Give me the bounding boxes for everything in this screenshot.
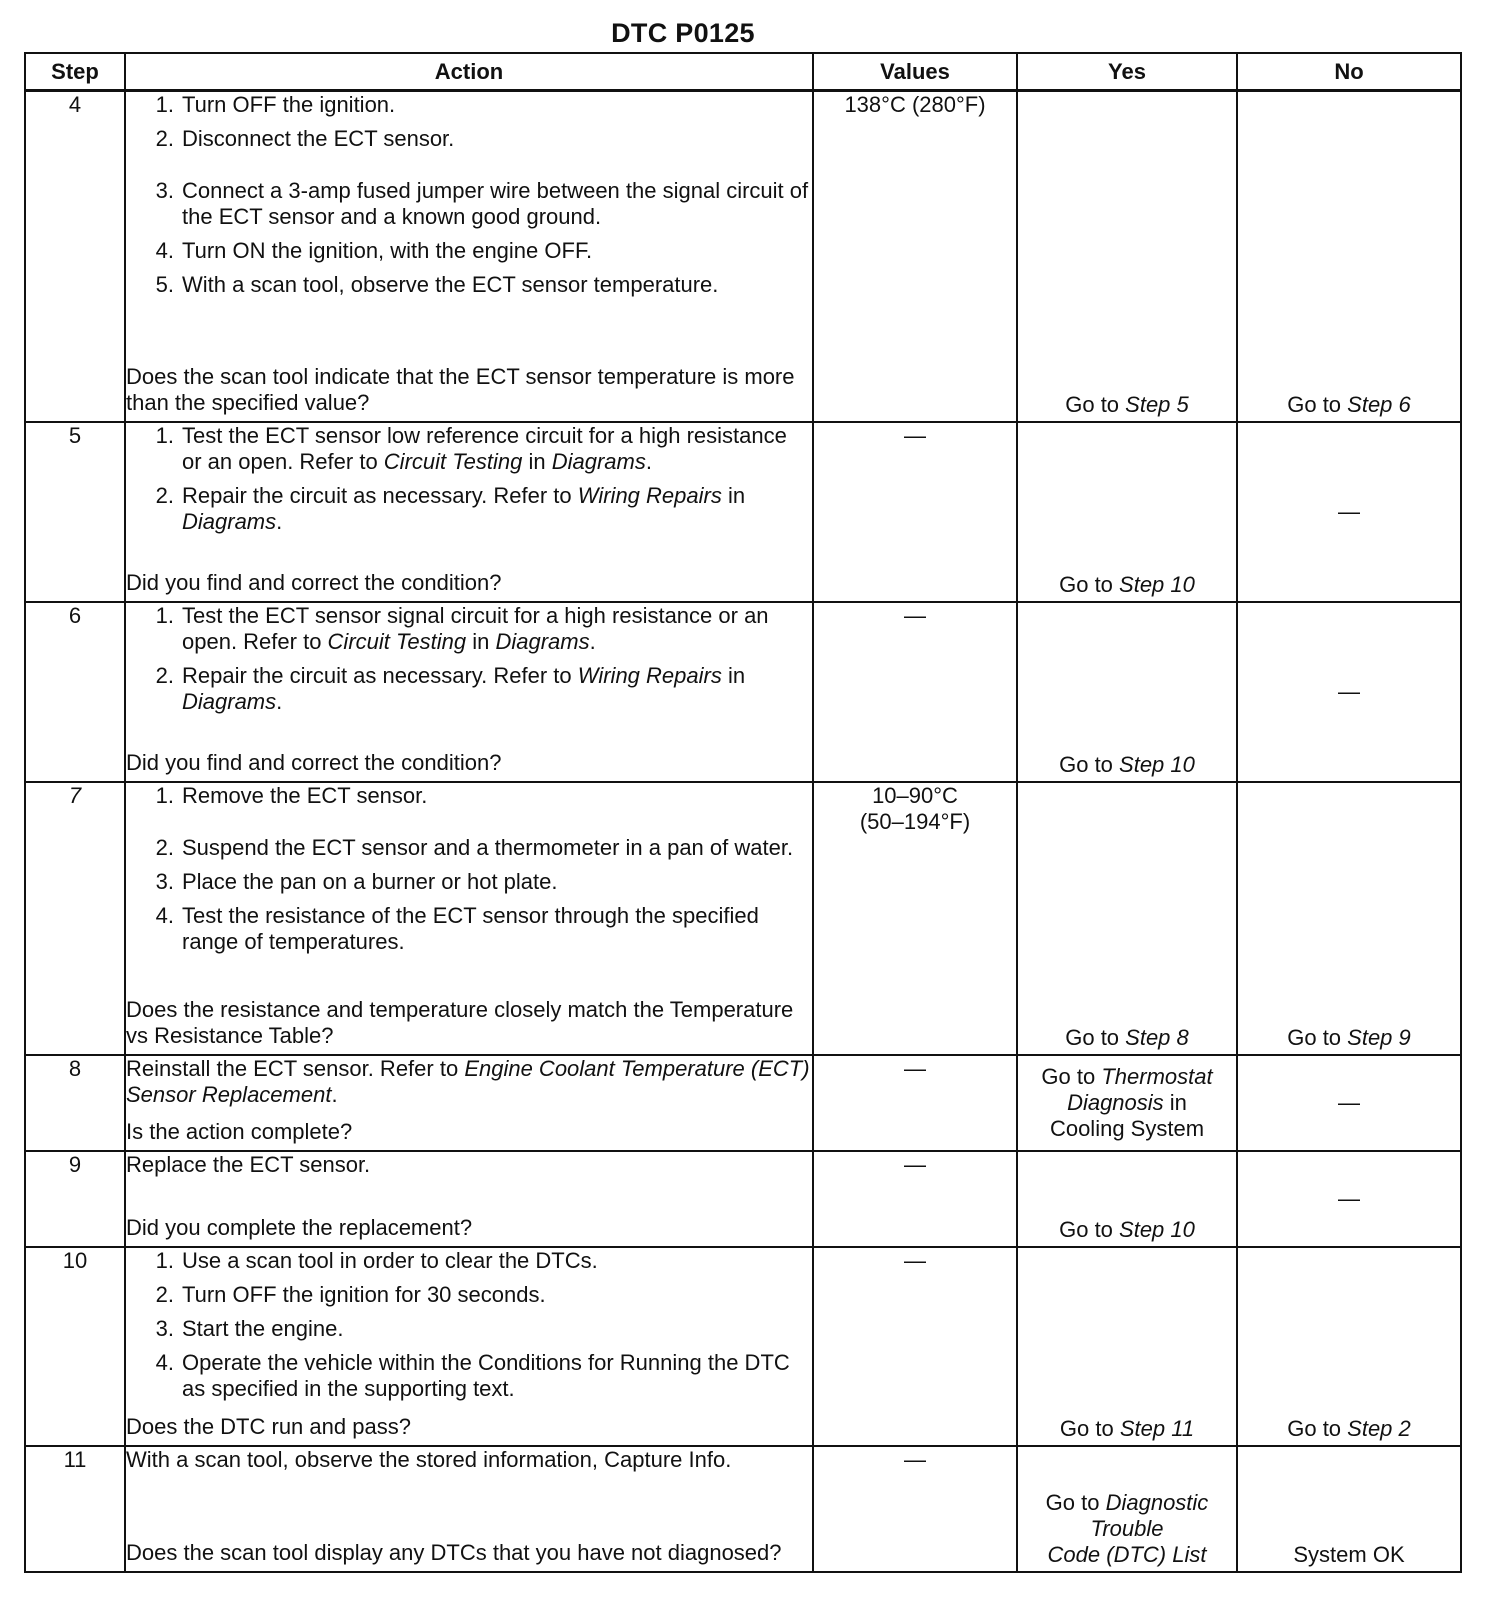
- value-cell: —: [813, 1151, 1017, 1247]
- list-item: 1. Test the ECT sensor signal circuit for a high resistance or an open. Refer to Circuit Testing in Diagrams.: [155, 602, 769, 654]
- list-item: 3. Start the engine.: [155, 1315, 344, 1341]
- header-yes: Yes: [1017, 53, 1237, 91]
- action-cell: [125, 91, 813, 422]
- action-cell: [125, 1446, 813, 1572]
- no-cell: [1237, 1247, 1461, 1446]
- question-text: Did you find and correct the condition?: [126, 569, 502, 595]
- page-title: DTC P0125: [611, 18, 755, 48]
- action-text: With a scan tool, observe the stored information, Capture Info.: [126, 1446, 732, 1472]
- question-text: Does the scan tool indicate that the ECT sensor temperature is more than the specified value?: [126, 364, 795, 415]
- list-item: 3. Connect a 3-amp fused jumper wire between the signal circuit of the ECT sensor and a known good ground.: [155, 178, 809, 229]
- question-text: Does the resistance and temperature closely match the Temperature vs Resistance Table?: [126, 996, 794, 1048]
- step-number: 5: [25, 422, 125, 602]
- list-item: 4. Turn ON the ignition, with the engine OFF.: [155, 238, 593, 263]
- action-list: [126, 783, 812, 955]
- table-row: [25, 422, 1461, 602]
- table-row: [25, 1055, 1461, 1151]
- yes-cell: [1017, 602, 1237, 782]
- step-number: 11: [25, 1446, 125, 1572]
- no-value: —: [1338, 1185, 1360, 1211]
- action-list: [126, 603, 812, 715]
- yes-link[interactable]: Go to Thermostat Diagnosis in Cooling System: [1041, 1063, 1213, 1141]
- list-item: 3. Place the pan on a burner or hot plate.: [155, 868, 558, 894]
- header-step: Step: [25, 53, 125, 91]
- no-cell: [1237, 782, 1461, 1055]
- list-item: 2. Turn OFF the ignition for 30 seconds.: [155, 1281, 546, 1307]
- header-values: Values: [813, 53, 1017, 91]
- no-link[interactable]: Go to Step 9: [1287, 1024, 1411, 1050]
- no-value: System OK: [1293, 1541, 1405, 1567]
- no-value: —: [1338, 678, 1360, 704]
- yes-cell: [1017, 782, 1237, 1055]
- value-cell: [813, 782, 1017, 1055]
- no-cell: [1237, 1446, 1461, 1572]
- value-line: 10–90°C: [872, 782, 958, 808]
- value-cell: —: [813, 1247, 1017, 1446]
- step-number: 4: [25, 91, 125, 422]
- list-item: 2. Repair the circuit as necessary. Refer to Wiring Repairs in Diagrams.: [155, 662, 746, 714]
- question-text: Is the action complete?: [126, 1118, 353, 1144]
- list-item: 1. Turn OFF the ignition.: [155, 92, 396, 117]
- question-text: Does the scan tool display any DTCs that you have not diagnosed?: [126, 1539, 782, 1565]
- no-cell: [1237, 1055, 1461, 1151]
- list-item: 4. Operate the vehicle within the Conditions for Running the DTC as specified in the supporting text.: [155, 1349, 790, 1401]
- list-item: 2. Suspend the ECT sensor and a thermometer in a pan of water.: [155, 834, 794, 860]
- step-number: 8: [25, 1055, 125, 1151]
- table-row: [25, 1446, 1461, 1572]
- yes-link[interactable]: Go to Step 11: [1059, 1415, 1195, 1441]
- value-cell: —: [813, 1055, 1017, 1151]
- header-action: Action: [125, 53, 813, 91]
- no-link[interactable]: Go to Step 2: [1287, 1415, 1411, 1441]
- step-number: 9: [25, 1151, 125, 1247]
- yes-link[interactable]: Go to Step 10: [1059, 1216, 1195, 1242]
- yes-cell: [1017, 1055, 1237, 1151]
- yes-link[interactable]: Go to Step 10: [1059, 571, 1195, 597]
- no-value: —: [1338, 1089, 1360, 1115]
- table-row: [25, 602, 1461, 782]
- table-row: [25, 1247, 1461, 1446]
- yes-cell: [1017, 1247, 1237, 1446]
- value-cell: 138°C (280°F): [813, 91, 1017, 422]
- yes-link[interactable]: Go to Diagnostic Trouble Code (DTC) List: [1045, 1489, 1209, 1567]
- list-item: 5. With a scan tool, observe the ECT sensor temperature.: [155, 272, 719, 297]
- yes-cell: [1017, 1151, 1237, 1247]
- action-text: Reinstall the ECT sensor. Refer to Engine Coolant Temperature (ECT) Sensor Replacement.: [126, 1055, 810, 1107]
- header-no: No: [1237, 53, 1461, 91]
- header-row: [25, 53, 1461, 91]
- table-row: [25, 91, 1461, 422]
- action-cell: [125, 422, 813, 602]
- list-item: 2. Repair the circuit as necessary. Refer to Wiring Repairs in Diagrams.: [155, 482, 746, 534]
- list-item: 1. Test the ECT sensor low reference circuit for a high resistance or an open. Refer to Circuit Testing in Diagrams.: [155, 422, 787, 474]
- table-row: [25, 1151, 1461, 1247]
- no-cell: [1237, 422, 1461, 602]
- list-item: 1. Remove the ECT sensor.: [155, 782, 428, 808]
- value-cell: —: [813, 602, 1017, 782]
- action-cell: [125, 782, 813, 1055]
- table-row: [25, 782, 1461, 1055]
- yes-cell: [1017, 91, 1237, 422]
- action-cell: [125, 1055, 813, 1151]
- no-cell: [1237, 1151, 1461, 1247]
- yes-cell: [1017, 1446, 1237, 1572]
- yes-link[interactable]: Go to Step 10: [1059, 751, 1195, 777]
- yes-link[interactable]: Go to Step 5: [1065, 391, 1189, 417]
- diagnostic-table: [24, 52, 1462, 1573]
- step-number: 7: [25, 782, 125, 1055]
- list-item: 2. Disconnect the ECT sensor.: [155, 126, 455, 151]
- question-text: Does the DTC run and pass?: [126, 1413, 411, 1439]
- action-cell: [125, 1247, 813, 1446]
- yes-cell: [1017, 422, 1237, 602]
- action-cell: [125, 602, 813, 782]
- yes-link[interactable]: Go to Step 8: [1065, 1024, 1189, 1050]
- question-text: Did you complete the replacement?: [126, 1214, 473, 1240]
- no-value: —: [1338, 498, 1360, 524]
- no-cell: [1237, 91, 1461, 422]
- action-list: [126, 423, 812, 535]
- list-item: 4. Test the resistance of the ECT sensor through the specified range of temperatures.: [155, 902, 759, 954]
- no-cell: [1237, 602, 1461, 782]
- value-line: (50–194°F): [859, 808, 971, 834]
- action-cell: [125, 1151, 813, 1247]
- value-cell: —: [813, 1446, 1017, 1572]
- action-text: Replace the ECT sensor.: [126, 1151, 371, 1177]
- step-number: 6: [25, 602, 125, 782]
- no-link[interactable]: Go to Step 6: [1287, 391, 1411, 417]
- action-list: [126, 92, 812, 298]
- list-item: 1. Use a scan tool in order to clear the DTCs.: [155, 1247, 598, 1273]
- step-number: 10: [25, 1247, 125, 1446]
- value-cell: —: [813, 422, 1017, 602]
- action-list: [126, 1248, 812, 1402]
- question-text: Did you find and correct the condition?: [126, 749, 502, 775]
